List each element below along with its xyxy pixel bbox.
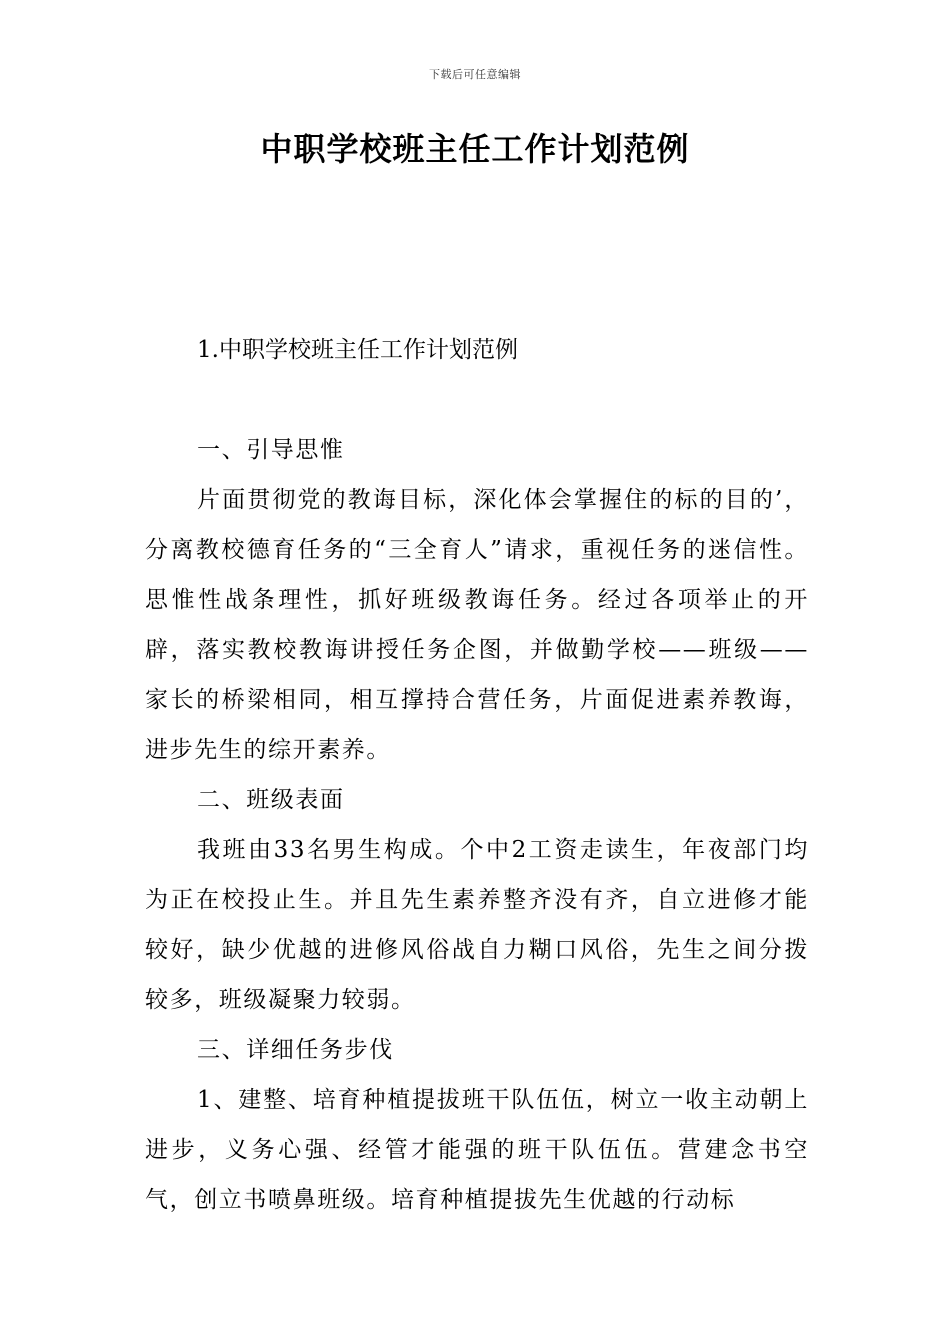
section-heading-3: 三、详细任务步伐 (197, 1037, 394, 1063)
section-paragraph-1: 片面贯彻党的教诲目标，深化体会掌握住的标的目的’，分离教校德育任务的“三全育人”请求，重视任务的迷信性。思惟性战条理性，抓好班级教诲任务。经过各项举止的开辟，落实教校教诲讲授任务企图，并做勤学校——班级——家长的桥梁相同，相互撑持合营任务，片面促进素养教诲，进步先生的综开素养。 (145, 487, 809, 763)
header-note: 下载后可任意编辑 (429, 68, 521, 81)
section-paragraph-2: 我班由33名男生构成。个中2工资走读生，年夜部门均为正在校投止生。并且先生素养整齐没有齐，自立进修才能较好，缺少优越的进修风俗战自力糊口风俗，先生之间分拨较多，班级凝聚力较弱。 (145, 837, 809, 1013)
document-subtitle: 1.中职学校班主任工作计划范例 (197, 337, 518, 363)
section-paragraph-3: 1、建整、培育种植提拔班干队伍伍，树立一收主动朝上进步，义务心强、经管才能强的班干队伍伍。营建念书空气，创立书喷鼻班级。培育种植提拔先生优越的行动标 (145, 1087, 809, 1213)
document-body (145, 425, 809, 1225)
section-heading-2: 二、班级表面 (197, 787, 345, 813)
document-title: 中职学校班主任工作计划范例 (260, 130, 690, 168)
section-heading-1: 一、引导思惟 (197, 437, 345, 463)
